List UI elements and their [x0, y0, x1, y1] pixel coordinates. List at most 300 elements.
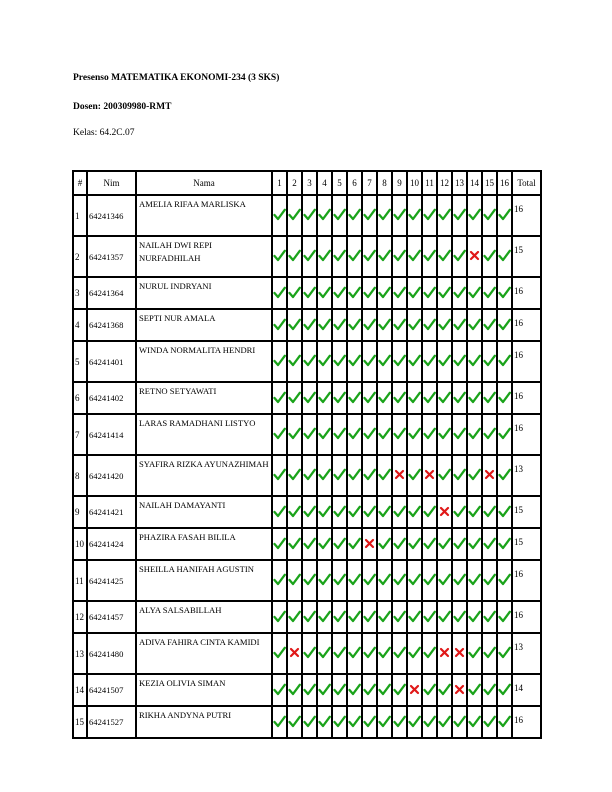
check-icon	[423, 537, 436, 550]
attendance-cell	[422, 195, 437, 236]
table-row	[73, 382, 541, 414]
attendance-cell	[317, 528, 332, 560]
cross-icon	[288, 646, 301, 659]
attendance-cell	[467, 236, 482, 277]
check-icon	[378, 646, 391, 659]
attendance-cell	[362, 528, 377, 560]
check-icon	[468, 427, 481, 440]
check-icon	[288, 354, 301, 367]
attendance-cell	[272, 528, 287, 560]
student-name: SHEILLA HANIFAH AGUSTIN	[136, 560, 272, 601]
attendance-cell	[422, 236, 437, 277]
check-icon	[348, 391, 361, 404]
cross-icon	[438, 646, 451, 659]
check-icon	[363, 208, 376, 221]
student-name: RETNO SETYAWATI	[136, 382, 272, 414]
check-icon	[468, 505, 481, 518]
check-icon	[303, 391, 316, 404]
check-icon	[273, 573, 286, 586]
check-icon	[363, 249, 376, 262]
student-name: ADIVA FAHIRA CINTA KAMIDI	[136, 633, 272, 674]
check-icon	[318, 683, 331, 696]
check-icon	[303, 646, 316, 659]
check-icon	[408, 646, 421, 659]
cross-icon	[453, 683, 466, 696]
check-icon	[318, 505, 331, 518]
attendance-cell	[452, 706, 467, 738]
attendance-cell	[392, 706, 407, 738]
attendance-cell	[347, 341, 362, 382]
attendance-cell	[482, 309, 497, 341]
attendance-cell	[452, 195, 467, 236]
check-icon	[348, 249, 361, 262]
attendance-cell	[467, 560, 482, 601]
attendance-cell	[347, 236, 362, 277]
check-icon	[363, 427, 376, 440]
attendance-cell	[377, 496, 392, 528]
check-icon	[318, 715, 331, 728]
check-icon	[483, 249, 496, 262]
attendance-cell	[362, 195, 377, 236]
student-name: LARAS RAMADHANI LISTYO	[136, 414, 272, 455]
attendance-cell	[302, 601, 317, 633]
attendance-cell	[467, 382, 482, 414]
attendance-cell	[362, 455, 377, 496]
attendance-total: 16	[512, 341, 541, 382]
attendance-cell	[497, 528, 512, 560]
attendance-cell	[332, 633, 347, 674]
check-icon	[273, 286, 286, 299]
check-icon	[348, 208, 361, 221]
attendance-cell	[497, 382, 512, 414]
attendance-cell	[272, 601, 287, 633]
check-icon	[363, 683, 376, 696]
attendance-cell	[437, 382, 452, 414]
check-icon	[303, 505, 316, 518]
attendance-cell	[377, 195, 392, 236]
attendance-cell	[452, 601, 467, 633]
student-nim: 64241425	[87, 560, 136, 601]
attendance-cell	[422, 674, 437, 706]
attendance-cell	[452, 455, 467, 496]
attendance-cell	[272, 341, 287, 382]
check-icon	[273, 683, 286, 696]
attendance-cell	[347, 528, 362, 560]
check-icon	[423, 646, 436, 659]
attendance-cell	[422, 341, 437, 382]
attendance-cell	[392, 601, 407, 633]
check-icon	[348, 468, 361, 481]
check-icon	[453, 208, 466, 221]
attendance-cell	[422, 277, 437, 309]
check-icon	[438, 391, 451, 404]
row-number: 12	[73, 601, 87, 633]
check-icon	[333, 286, 346, 299]
check-icon	[408, 505, 421, 518]
attendance-cell	[422, 560, 437, 601]
col-header-meeting-13: 13	[452, 171, 467, 195]
attendance-cell	[377, 706, 392, 738]
table-row	[73, 309, 541, 341]
check-icon	[438, 354, 451, 367]
attendance-total: 16	[512, 414, 541, 455]
attendance-cell	[347, 560, 362, 601]
attendance-cell	[287, 674, 302, 706]
check-icon	[288, 286, 301, 299]
check-icon	[438, 683, 451, 696]
attendance-cell	[362, 633, 377, 674]
student-name: PHAZIRA FASAH BILILA	[136, 528, 272, 560]
check-icon	[423, 208, 436, 221]
attendance-cell	[497, 277, 512, 309]
check-icon	[453, 573, 466, 586]
check-icon	[393, 286, 406, 299]
attendance-cell	[302, 414, 317, 455]
attendance-cell	[332, 496, 347, 528]
attendance-cell	[482, 414, 497, 455]
attendance-cell	[272, 195, 287, 236]
attendance-cell	[497, 706, 512, 738]
col-header-meeting-3: 3	[302, 171, 317, 195]
check-icon	[363, 391, 376, 404]
attendance-cell	[467, 706, 482, 738]
check-icon	[333, 208, 346, 221]
attendance-cell	[272, 674, 287, 706]
check-icon	[408, 391, 421, 404]
check-icon	[498, 683, 511, 696]
attendance-cell	[377, 455, 392, 496]
attendance-cell	[332, 341, 347, 382]
attendance-cell	[392, 674, 407, 706]
check-icon	[438, 468, 451, 481]
attendance-cell	[482, 496, 497, 528]
attendance-cell	[302, 341, 317, 382]
attendance-cell	[332, 601, 347, 633]
student-name: NAILAH DWI REPI NURFADHILAH	[136, 236, 272, 277]
student-nim: 64241402	[87, 382, 136, 414]
attendance-cell	[377, 560, 392, 601]
check-icon	[423, 318, 436, 331]
attendance-cell	[377, 633, 392, 674]
student-name: NURUL INDRYANI	[136, 277, 272, 309]
row-number: 5	[73, 341, 87, 382]
attendance-cell	[362, 601, 377, 633]
check-icon	[363, 715, 376, 728]
check-icon	[483, 715, 496, 728]
col-header-meeting-7: 7	[362, 171, 377, 195]
col-header-meeting-5: 5	[332, 171, 347, 195]
attendance-cell	[482, 195, 497, 236]
check-icon	[498, 286, 511, 299]
attendance-cell	[317, 382, 332, 414]
check-icon	[333, 610, 346, 623]
attendance-cell	[392, 341, 407, 382]
attendance-cell	[407, 309, 422, 341]
attendance-cell	[272, 706, 287, 738]
check-icon	[393, 427, 406, 440]
check-icon	[273, 646, 286, 659]
check-icon	[498, 715, 511, 728]
attendance-cell	[467, 528, 482, 560]
check-icon	[378, 715, 391, 728]
attendance-cell	[287, 528, 302, 560]
check-icon	[438, 208, 451, 221]
student-nim: 64241480	[87, 633, 136, 674]
check-icon	[498, 427, 511, 440]
attendance-cell	[422, 414, 437, 455]
attendance-total: 15	[512, 496, 541, 528]
attendance-cell	[287, 496, 302, 528]
student-nim: 64241421	[87, 496, 136, 528]
check-icon	[423, 354, 436, 367]
attendance-cell	[332, 560, 347, 601]
check-icon	[498, 391, 511, 404]
attendance-cell	[407, 455, 422, 496]
attendance-cell	[302, 236, 317, 277]
col-header-meeting-2: 2	[287, 171, 302, 195]
attendance-cell	[287, 195, 302, 236]
check-icon	[453, 610, 466, 623]
attendance-cell	[302, 455, 317, 496]
check-icon	[333, 646, 346, 659]
attendance-cell	[407, 601, 422, 633]
check-icon	[348, 715, 361, 728]
attendance-cell	[452, 382, 467, 414]
attendance-cell	[392, 560, 407, 601]
attendance-cell	[332, 277, 347, 309]
check-icon	[498, 318, 511, 331]
check-icon	[453, 537, 466, 550]
attendance-cell	[347, 633, 362, 674]
attendance-cell	[422, 455, 437, 496]
attendance-cell	[392, 277, 407, 309]
check-icon	[288, 318, 301, 331]
check-icon	[423, 427, 436, 440]
check-icon	[453, 249, 466, 262]
check-icon	[288, 573, 301, 586]
attendance-cell	[317, 341, 332, 382]
attendance-cell	[272, 309, 287, 341]
check-icon	[288, 208, 301, 221]
check-icon	[483, 391, 496, 404]
attendance-cell	[332, 528, 347, 560]
attendance-cell	[362, 277, 377, 309]
attendance-cell	[437, 455, 452, 496]
attendance-cell	[497, 633, 512, 674]
check-icon	[363, 610, 376, 623]
attendance-cell	[452, 560, 467, 601]
check-icon	[468, 715, 481, 728]
check-icon	[423, 715, 436, 728]
attendance-cell	[317, 309, 332, 341]
table-row	[73, 496, 541, 528]
check-icon	[318, 610, 331, 623]
check-icon	[273, 610, 286, 623]
check-icon	[288, 249, 301, 262]
check-icon	[468, 208, 481, 221]
check-icon	[363, 318, 376, 331]
cross-icon	[363, 537, 376, 550]
attendance-total: 16	[512, 601, 541, 633]
attendance-cell	[287, 414, 302, 455]
check-icon	[438, 318, 451, 331]
col-header-meeting-12: 12	[437, 171, 452, 195]
attendance-cell	[347, 414, 362, 455]
attendance-cell	[317, 560, 332, 601]
check-icon	[363, 286, 376, 299]
check-icon	[453, 318, 466, 331]
row-number: 10	[73, 528, 87, 560]
attendance-cell	[377, 341, 392, 382]
attendance-total: 16	[512, 277, 541, 309]
attendance-cell	[392, 528, 407, 560]
attendance-cell	[317, 706, 332, 738]
attendance-cell	[407, 195, 422, 236]
attendance-cell	[482, 560, 497, 601]
student-name: KEZIA OLIVIA SIMAN	[136, 674, 272, 706]
cross-icon	[408, 683, 421, 696]
attendance-cell	[482, 341, 497, 382]
student-nim: 64241507	[87, 674, 136, 706]
check-icon	[423, 249, 436, 262]
attendance-cell	[317, 496, 332, 528]
check-icon	[303, 354, 316, 367]
attendance-cell	[347, 195, 362, 236]
table-row	[73, 706, 541, 738]
check-icon	[408, 249, 421, 262]
attendance-cell	[437, 309, 452, 341]
attendance-cell	[497, 455, 512, 496]
row-number: 9	[73, 496, 87, 528]
student-name: RIKHA ANDYNA PUTRI	[136, 706, 272, 738]
check-icon	[498, 208, 511, 221]
attendance-cell	[317, 633, 332, 674]
check-icon	[273, 427, 286, 440]
check-icon	[423, 573, 436, 586]
student-nim: 64241414	[87, 414, 136, 455]
check-icon	[408, 537, 421, 550]
check-icon	[333, 573, 346, 586]
check-icon	[318, 646, 331, 659]
check-icon	[318, 318, 331, 331]
check-icon	[378, 208, 391, 221]
student-name: SYAFIRA RIZKA AYUNAZHIMAH	[136, 455, 272, 496]
attendance-cell	[437, 560, 452, 601]
attendance-cell	[287, 309, 302, 341]
row-number: 3	[73, 277, 87, 309]
cross-icon	[468, 249, 481, 262]
check-icon	[498, 249, 511, 262]
check-icon	[348, 427, 361, 440]
attendance-cell	[287, 277, 302, 309]
attendance-cell	[497, 496, 512, 528]
attendance-cell	[452, 633, 467, 674]
check-icon	[303, 610, 316, 623]
check-icon	[393, 573, 406, 586]
check-icon	[408, 573, 421, 586]
col-header-no: #	[73, 171, 87, 195]
check-icon	[288, 537, 301, 550]
attendance-cell	[272, 455, 287, 496]
attendance-cell	[302, 633, 317, 674]
table-row	[73, 674, 541, 706]
check-icon	[318, 537, 331, 550]
attendance-cell	[362, 309, 377, 341]
attendance-cell	[452, 341, 467, 382]
attendance-cell	[422, 528, 437, 560]
check-icon	[483, 286, 496, 299]
table-row	[73, 236, 541, 277]
attendance-cell	[332, 414, 347, 455]
check-icon	[348, 646, 361, 659]
attendance-cell	[272, 236, 287, 277]
attendance-cell	[347, 601, 362, 633]
check-icon	[288, 715, 301, 728]
attendance-cell	[272, 414, 287, 455]
check-icon	[498, 468, 511, 481]
check-icon	[303, 683, 316, 696]
check-icon	[363, 468, 376, 481]
attendance-cell	[452, 309, 467, 341]
attendance-cell	[287, 560, 302, 601]
attendance-cell	[287, 341, 302, 382]
attendance-cell	[437, 341, 452, 382]
attendance-cell	[467, 674, 482, 706]
student-name: WINDA NORMALITA HENDRI	[136, 341, 272, 382]
attendance-cell	[347, 277, 362, 309]
attendance-cell	[482, 455, 497, 496]
check-icon	[303, 318, 316, 331]
attendance-cell	[302, 382, 317, 414]
attendance-cell	[332, 236, 347, 277]
attendance-cell	[392, 633, 407, 674]
check-icon	[408, 318, 421, 331]
attendance-total: 14	[512, 674, 541, 706]
check-icon	[333, 249, 346, 262]
row-number: 13	[73, 633, 87, 674]
check-icon	[303, 715, 316, 728]
attendance-cell	[302, 674, 317, 706]
check-icon	[498, 505, 511, 518]
attendance-cell	[332, 455, 347, 496]
check-icon	[288, 505, 301, 518]
check-icon	[408, 715, 421, 728]
check-icon	[273, 391, 286, 404]
attendance-cell	[392, 195, 407, 236]
table-row	[73, 195, 541, 236]
attendance-cell	[482, 382, 497, 414]
attendance-cell	[407, 706, 422, 738]
attendance-cell	[287, 382, 302, 414]
attendance-cell	[437, 528, 452, 560]
check-icon	[393, 249, 406, 262]
check-icon	[393, 354, 406, 367]
attendance-cell	[317, 195, 332, 236]
attendance-cell	[437, 277, 452, 309]
check-icon	[318, 354, 331, 367]
attendance-cell	[497, 414, 512, 455]
check-icon	[468, 286, 481, 299]
attendance-cell	[362, 414, 377, 455]
attendance-cell	[332, 382, 347, 414]
check-icon	[378, 468, 391, 481]
attendance-cell	[482, 277, 497, 309]
check-icon	[288, 610, 301, 623]
cross-icon	[423, 468, 436, 481]
check-icon	[348, 505, 361, 518]
row-number: 1	[73, 195, 87, 236]
attendance-cell	[302, 528, 317, 560]
